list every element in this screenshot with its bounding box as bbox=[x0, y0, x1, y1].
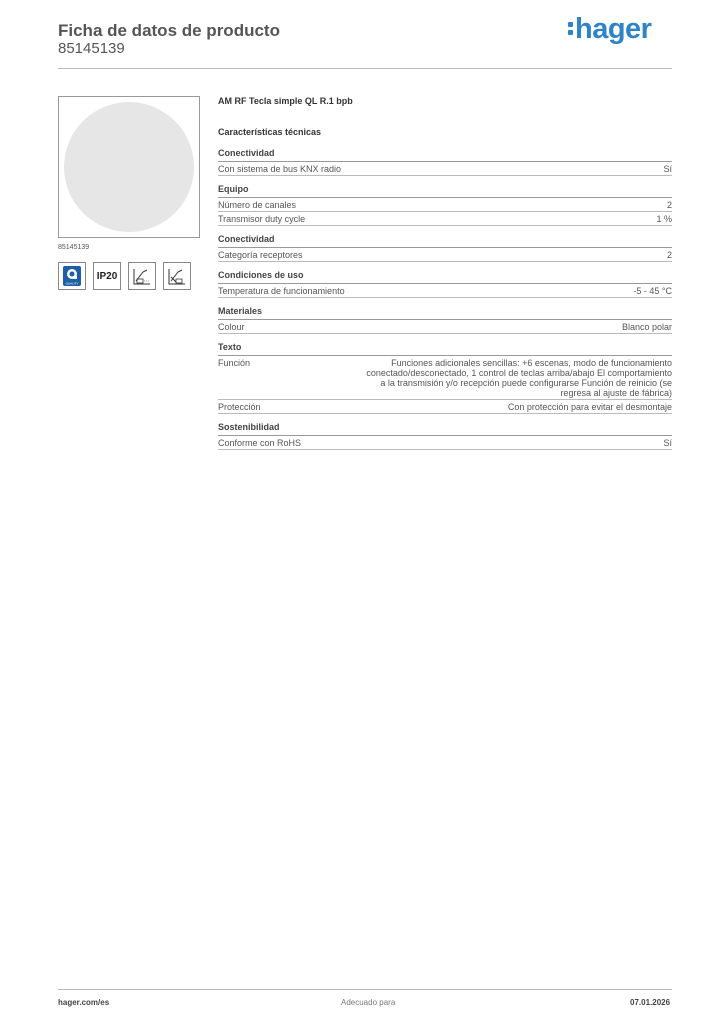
mounting-angle-icon bbox=[128, 262, 156, 290]
spec-value: 2 bbox=[666, 200, 672, 210]
footer-date: 07.01.2026 bbox=[630, 998, 671, 1007]
spec-group-title: Sostenibilidad bbox=[218, 422, 672, 436]
header-divider bbox=[58, 68, 672, 69]
spec-value: 2 bbox=[666, 250, 672, 260]
spec-value: Sí bbox=[663, 438, 672, 448]
spec-label: Temperatura de funcionamiento bbox=[218, 286, 345, 296]
spec-group-title: Texto bbox=[218, 342, 672, 356]
spec-group-title: Conectividad bbox=[218, 148, 672, 162]
logo-dots-icon bbox=[568, 18, 573, 38]
spec-value: Sí bbox=[663, 164, 672, 174]
spec-label: Conforme con RoHS bbox=[218, 438, 302, 448]
spec-group bbox=[218, 234, 672, 262]
spec-label: Número de canales bbox=[218, 200, 297, 210]
mounting-flush-icon bbox=[163, 262, 191, 290]
spec-value: Con protección para evitar el desmontaje bbox=[507, 402, 672, 412]
spec-group-title: Condiciones de uso bbox=[218, 270, 672, 284]
page-title: Ficha de datos de producto bbox=[58, 21, 280, 40]
spec-group bbox=[218, 148, 672, 176]
svg-text:QUALITY: QUALITY bbox=[65, 281, 79, 286]
spec-group bbox=[218, 184, 672, 226]
spec-row bbox=[218, 320, 672, 334]
quality-icon bbox=[58, 262, 86, 290]
spec-group bbox=[218, 306, 672, 334]
footer-suitable-for: Adecuado para bbox=[341, 998, 396, 1007]
product-image-circle bbox=[64, 102, 194, 232]
spec-group-title: Materiales bbox=[218, 306, 672, 320]
spec-row bbox=[218, 284, 672, 298]
ip20-icon: IP20 bbox=[93, 262, 121, 290]
spec-label: Colour bbox=[218, 322, 245, 332]
spec-row bbox=[218, 162, 672, 176]
spec-value: 1 % bbox=[656, 214, 672, 224]
spec-row bbox=[218, 212, 672, 226]
footer-website: hager.com/es bbox=[58, 998, 110, 1007]
specifications bbox=[218, 96, 672, 450]
spec-value: Funciones adicionales sencillas: +6 escenas, modo de funcionamiento conectado/desconectado, 1 control de teclas arriba/abajo El comportamiento a la transmisión y/o recepción puede configurarse Función de reinicio (se regresa al ajuste de fábrica) bbox=[366, 358, 672, 398]
product-image bbox=[58, 96, 200, 238]
spec-value: Blanco polar bbox=[621, 322, 672, 332]
spec-row bbox=[218, 198, 672, 212]
spec-row bbox=[218, 400, 672, 414]
spec-row bbox=[218, 248, 672, 262]
product-reference: 85145139 bbox=[58, 40, 125, 57]
product-title: AM RF Tecla simple QL R.1 bpb bbox=[218, 96, 353, 106]
spec-group-title: Equipo bbox=[218, 184, 672, 198]
image-caption: 85145139 bbox=[58, 244, 90, 251]
spec-label: Categoría receptores bbox=[218, 250, 303, 260]
spec-group bbox=[218, 342, 672, 414]
spec-group bbox=[218, 422, 672, 450]
section-title: Características técnicas bbox=[218, 127, 322, 137]
spec-value: -5 - 45 °C bbox=[633, 286, 672, 296]
spec-group bbox=[218, 270, 672, 298]
brand-logo: hager bbox=[568, 13, 651, 46]
spec-label: Con sistema de bus KNX radio bbox=[218, 164, 342, 174]
footer-divider bbox=[58, 989, 672, 990]
spec-label: Función bbox=[218, 358, 251, 368]
spec-label: Protección bbox=[218, 402, 261, 412]
spec-group-title: Conectividad bbox=[218, 234, 672, 248]
spec-label: Transmisor duty cycle bbox=[218, 214, 306, 224]
spec-row bbox=[218, 356, 672, 400]
spec-row bbox=[218, 436, 672, 450]
spec-groups bbox=[218, 148, 672, 450]
certification-icons bbox=[58, 262, 191, 290]
